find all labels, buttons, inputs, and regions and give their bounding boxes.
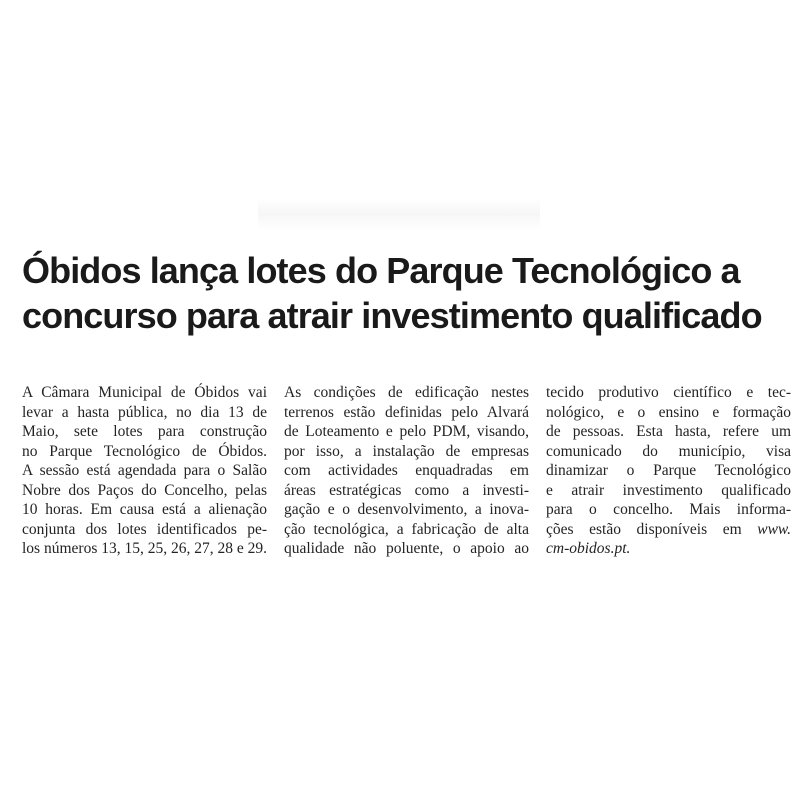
text-line: As condições de edificação nestes — [284, 384, 529, 401]
article-column-3 — [546, 383, 791, 559]
text-line: no Parque Tecnológico de Óbidos. — [22, 442, 267, 460]
text-line: de Loteamento e pelo PDM, visando, — [284, 423, 529, 440]
text-line: levar a hasta pública, no dia 13 de — [22, 403, 267, 421]
text-line: terrenos estão definidas pelo Alvará — [284, 403, 529, 421]
headline-line: concurso para atrair investimento qualificado — [22, 295, 762, 336]
text-line: nológico, e o ensino e formação — [546, 403, 791, 421]
article-column-2 — [284, 383, 529, 559]
text-line: com actividades enquadradas em — [284, 462, 529, 479]
text-line: por isso, a instalação de empresas — [284, 442, 529, 460]
website-link-prefix[interactable]: www. — [757, 520, 791, 538]
text-segment: ções estão disponíveis em — [546, 520, 742, 538]
headline-line: Óbidos lança lotes do Parque Tecnológico a — [22, 250, 740, 291]
website-link[interactable] — [546, 539, 791, 559]
text-line: de pessoas. Esta hasta, refere um — [546, 423, 791, 440]
text-line: qualidade não poluente, o apoio ao — [284, 540, 529, 557]
text-line: áreas estratégicas como a investi- — [284, 481, 529, 499]
text-line: A Câmara Municipal de Óbidos vai — [22, 384, 267, 401]
article-column-1 — [22, 383, 267, 559]
text-line: ção tecnológica, a fabricação de alta — [284, 520, 529, 538]
faded-header-band — [258, 198, 540, 230]
text-line: tecido produtivo científico e tec- — [546, 384, 791, 401]
text-line: Nobre dos Paços do Concelho, pelas — [22, 481, 267, 499]
text-line: A sessão está agendada para o Salão — [22, 462, 267, 479]
text-line: dinamizar o Parque Tecnológico — [546, 462, 791, 479]
text-line: comunicado do município, visa — [546, 442, 791, 460]
text-line: e atrair investimento qualificado — [546, 481, 791, 499]
text-line: los números 13, 15, 25, 26, 27, 28 e 29. — [22, 540, 267, 557]
text-line: conjunta dos lotes identificados pe- — [22, 520, 267, 538]
text-line: gação e o desenvolvimento, a inova- — [284, 501, 529, 518]
website-link-text[interactable]: cm-obidos.pt. — [546, 540, 631, 557]
text-line: Maio, sete lotes para construção — [22, 423, 267, 440]
text-line: 10 horas. Em causa está a alienação — [22, 501, 267, 518]
text-line-with-link — [546, 520, 791, 540]
text-line: para o concelho. Mais informa- — [546, 501, 791, 518]
article-headline — [22, 248, 782, 338]
